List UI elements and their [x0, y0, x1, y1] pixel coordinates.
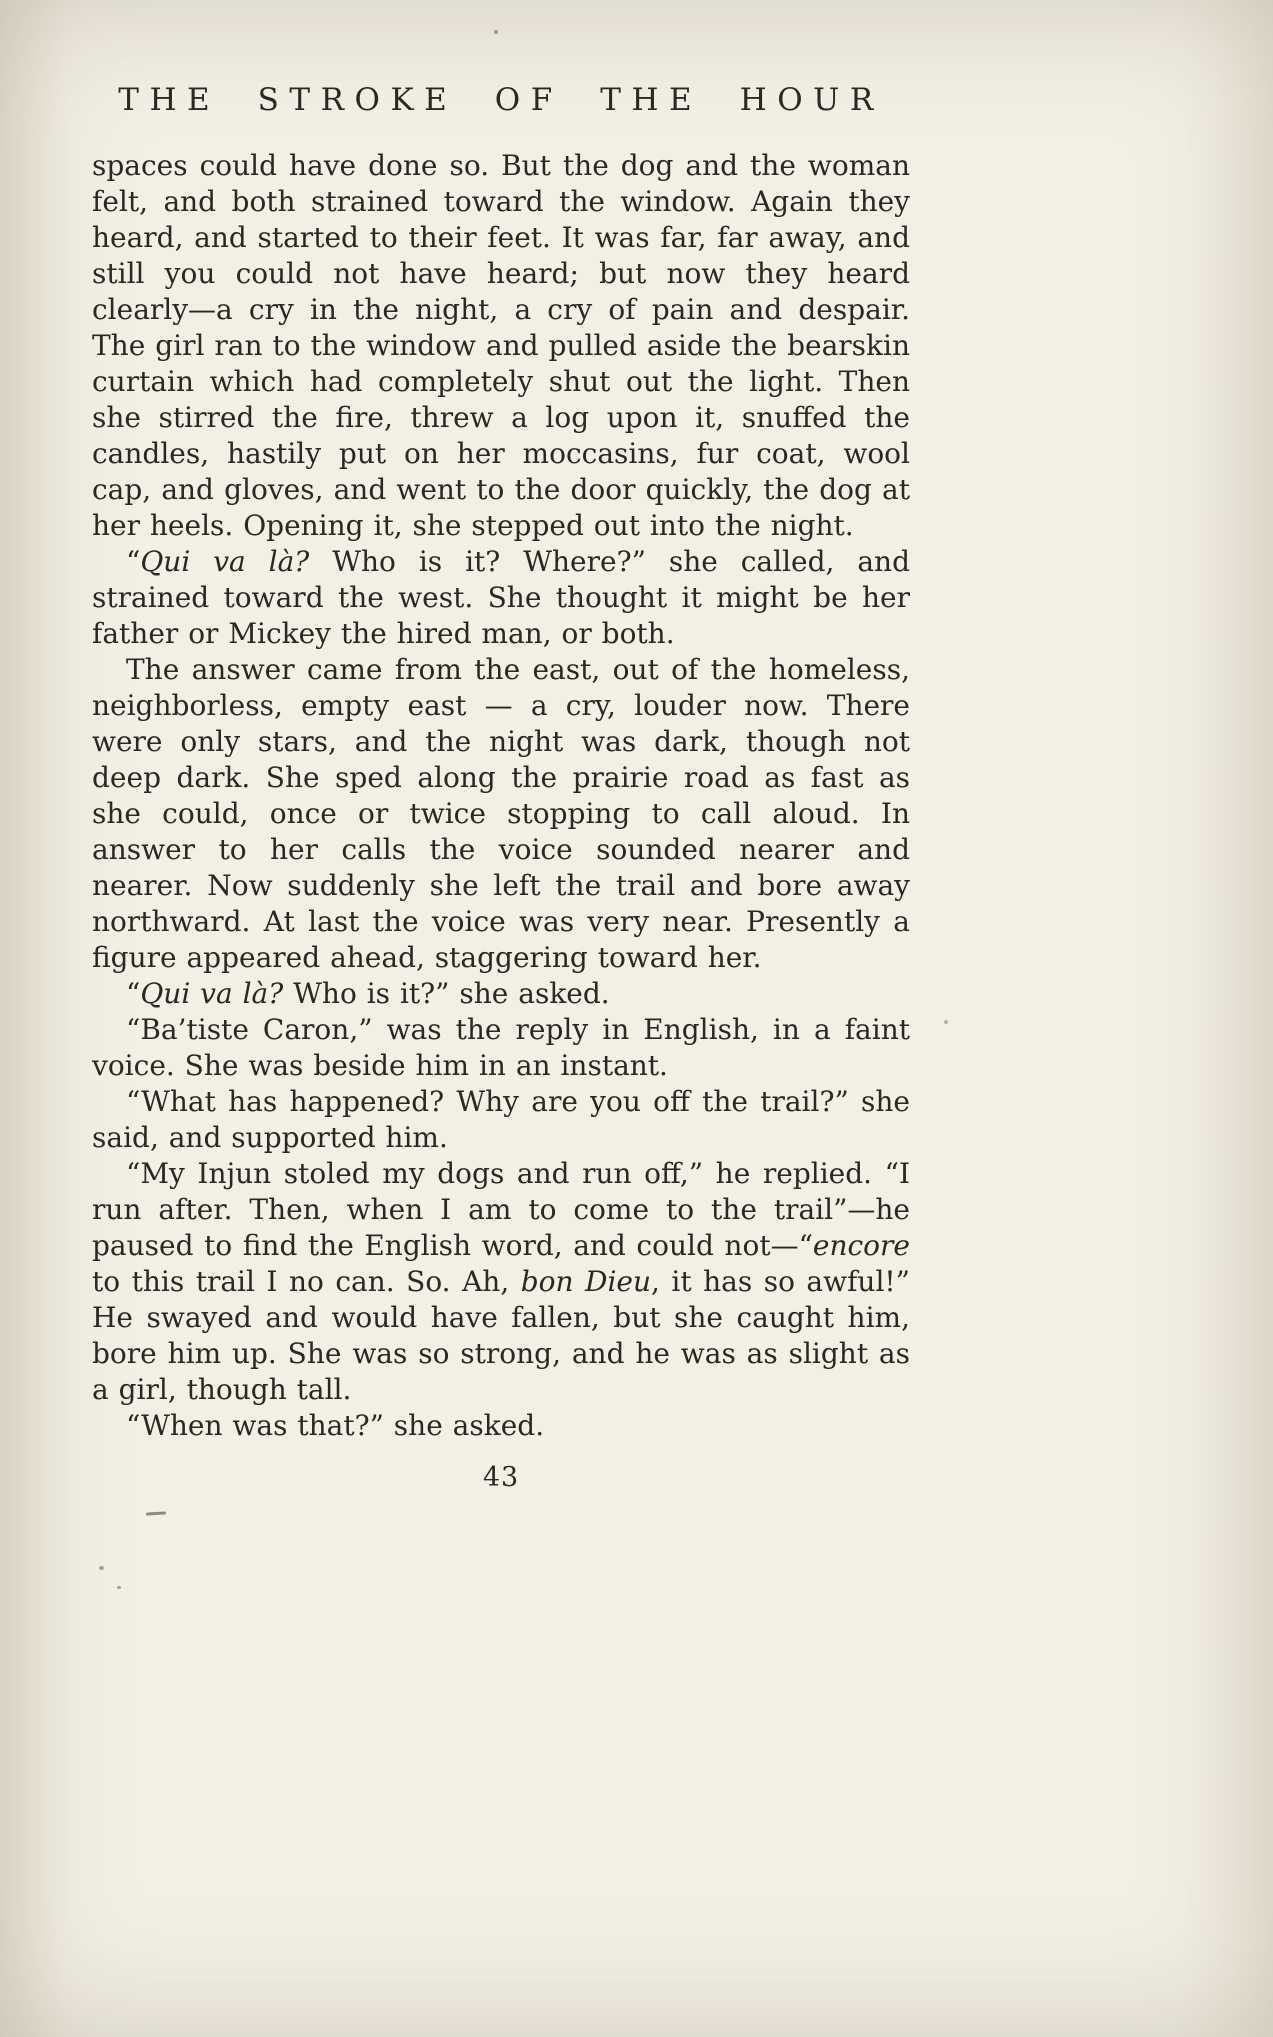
text-run: Who is it?” she asked. — [283, 977, 610, 1010]
text-run: “Ba’tiste Caron,” was the reply in English, in a faint voice. She was beside him in an instant. — [92, 1013, 910, 1082]
scan-speck — [944, 1020, 948, 1024]
text-run: “When was that?” she asked. — [126, 1409, 545, 1442]
text-run: Who is it? Where?” she called, and strained toward the west. She thought it might be her father or Mickey the hired man, or both. — [92, 545, 911, 650]
paragraph — [92, 148, 910, 544]
page-body — [92, 148, 910, 1444]
paragraph — [92, 976, 910, 1012]
text-run: to this trail I no can. So. Ah, — [92, 1265, 521, 1298]
paragraph — [92, 1084, 910, 1156]
text-run: , it has so awful!” He swayed and would have fallen, but she caught him, bore him up. She was so strong, and he was as slight as a girl, though tall. — [92, 1265, 910, 1406]
italic-text-run: bon Dieu — [520, 1265, 652, 1298]
text-run: “ — [126, 977, 141, 1010]
paragraph — [92, 1408, 910, 1444]
paragraph — [92, 544, 910, 652]
italic-text-run: Qui va là? — [140, 977, 284, 1010]
scan-speck — [494, 30, 498, 34]
paragraph — [92, 652, 910, 976]
italic-text-run: Qui va là? — [140, 545, 310, 578]
page-number: 43 — [482, 1462, 520, 1493]
running-header: THE STROKE OF THE HOUR — [118, 82, 884, 118]
scan-speck — [99, 1566, 104, 1570]
text-run: “What has happened? Why are you off the trail?” she said, and supported him. — [92, 1085, 910, 1154]
text-run: The answer came from the east, out of the homeless, neighborless, empty east — a cry, louder now. There were only stars, and the night was dark, though not deep dark. She sped along the prairie road as fast as she could, once or twice stopping to call aloud. In answer to her calls the voice sounded nearer and nearer. Now suddenly she left the trail and bore away northward. At last the voice was very near. Presently a figure appeared ahead, staggering toward her. — [92, 653, 910, 974]
paragraph — [92, 1156, 910, 1408]
scan-speck — [117, 1586, 121, 1589]
page-content — [92, 82, 910, 1493]
italic-text-run: encore — [812, 1229, 910, 1262]
text-run: spaces could have done so. But the dog and the woman felt, and both strained toward the window. Again they heard, and started to their feet. It was far, far away, and still you could not have heard; but now they heard clearly—a cry in the night, a cry of pain and despair. The girl ran to the window and pulled aside the bearskin curtain which had completely shut out the light. Then she stirred the fire, threw a log upon it, snuffed the candles, hastily put on her moccasins, fur coat, wool cap, and gloves, and went to the door quickly, the dog at her heels. Opening it, she stepped out into the night. — [92, 149, 910, 542]
text-run: “ — [126, 545, 141, 578]
text-run: “My Injun stoled my dogs and run off,” he replied. “I run after. Then, when I am to come to the trail”—he paused to find the English word, and could not—“ — [92, 1157, 910, 1262]
paragraph — [92, 1012, 910, 1084]
scan-mark-dash — [146, 1511, 166, 1515]
